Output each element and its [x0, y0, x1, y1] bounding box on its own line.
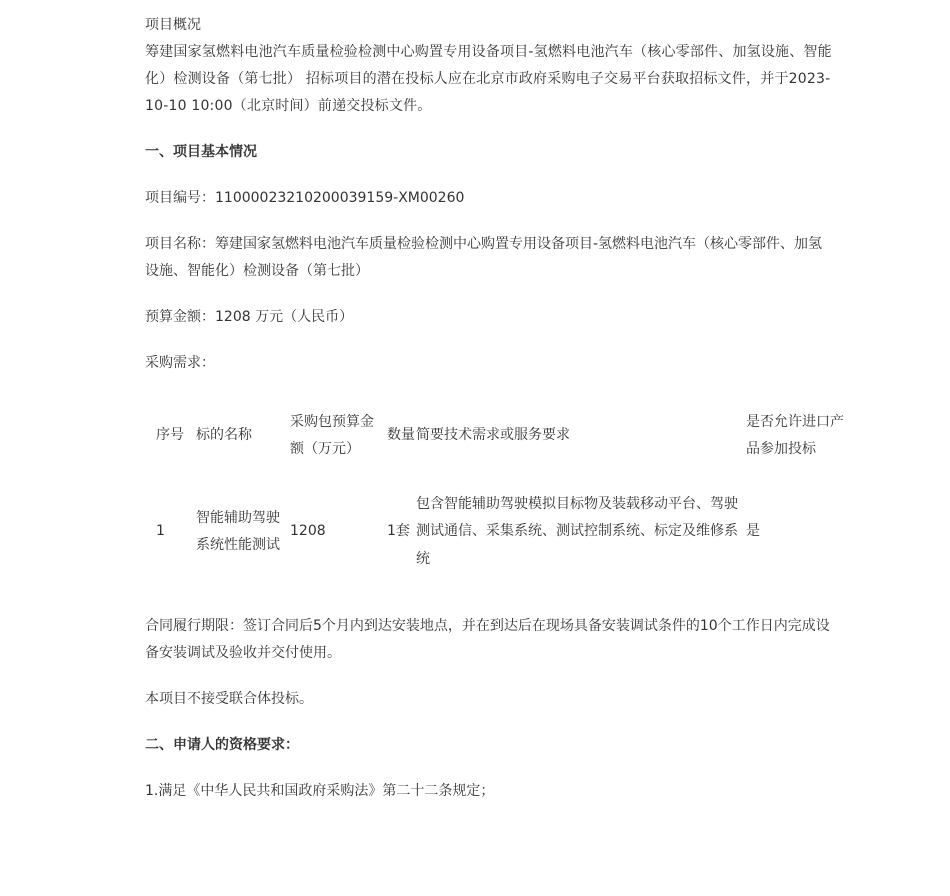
header-import: 是否允许进口产品参加投标: [746, 413, 844, 457]
header-seq: 序号: [156, 427, 184, 444]
row-seq: 1: [156, 523, 165, 540]
header-desc: 简要技术需求或服务要求: [416, 427, 570, 444]
header-name: 标的名称: [196, 427, 252, 444]
requirements-table: [145, 395, 844, 587]
budget-amount: 预算金额：1208 万元（人民币）: [145, 309, 354, 325]
consortium-note: 本项目不接受联合体投标。: [145, 691, 313, 707]
contract-period: 合同履行期限：签订合同后5个月内到达安装地点，并在到达后在现场具备安装调试条件的10个工作日内完成设备安装调试及验收并交付使用。: [145, 618, 830, 661]
overview-text: 筹建国家氢燃料电池汽车质量检验检测中心购置专用设备项目-氢燃料电池汽车（核心零部件、加氢设施、智能化）检测设备（第七批） 招标项目的潜在投标人应在北京市政府采购电子交易平台获取招标文件，并于2023-10-10 10:00（北京时间）前递交投标文件。: [145, 44, 832, 114]
row-name: 智能辅助驾驶系统性能测试: [196, 509, 280, 553]
row-budget: 1208: [290, 523, 326, 540]
project-number: 项目编号：11000023210200039159-XM00260: [145, 190, 465, 206]
table-row: [145, 477, 844, 587]
qualification-item-1: 1.满足《中华人民共和国政府采购法》第二十二条规定；: [145, 783, 495, 799]
table-header-row: [145, 395, 844, 477]
row-qty: 1套: [387, 523, 410, 540]
header-budget: 采购包预算金额（万元）: [290, 413, 374, 457]
requirements-label: 采购需求：: [145, 355, 215, 371]
section-1-title: 一、项目基本情况: [145, 144, 257, 160]
row-import: 是: [746, 523, 760, 540]
overview-heading: 项目概况: [145, 17, 201, 33]
section-2-title: 二、申请人的资格要求：: [145, 737, 299, 753]
header-qty: 数量: [387, 427, 415, 444]
project-name: 项目名称：筹建国家氢燃料电池汽车质量检验检测中心购置专用设备项目-氢燃料电池汽车（核心零部件、加氢设施、智能化）检测设备（第七批）: [145, 236, 823, 279]
row-desc: 包含智能辅助驾驶模拟目标物及装载移动平台、驾驶测试通信、采集系统、测试控制系统、标定及维修系统: [416, 495, 738, 567]
document-body: [145, 12, 844, 805]
